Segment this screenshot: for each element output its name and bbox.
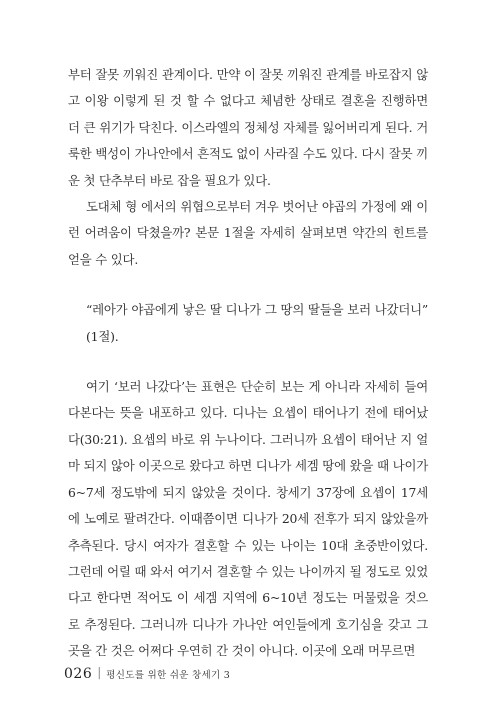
scripture-quote: “레아가 야곱에게 낳은 딸 디나가 그 땅의 딸들을 보러 나갔더니” (1절).	[86, 302, 428, 344]
paragraph-1: 부터 잘못 끼워진 관계이다. 만약 이 잘못 끼워진 관계를 바로잡지 않고 이왕 이렇게 된 것 할 수 없다고 체념한 상태로 결혼을 진행하면 더 큰 위기가 닥친다. 이스라엘의 정체성 자체를 잃어버리게 된다. 거룩한 백성이 가나안에서 흔적도 없이 사라질 수도 있다. 다시 잘못 끼운 첫 단추부터 바로 잡을 필요가 있다.	[68, 67, 428, 188]
page-footer	[64, 666, 230, 682]
footer-separator: |	[97, 665, 102, 679]
book-title: 평신도를 위한 쉬운 창세기 3	[106, 670, 231, 681]
page-number: 026	[64, 666, 93, 682]
paragraph-2: 도대체 형 에서의 위협으로부터 겨우 벗어난 야곱의 가정에 왜 이런 어려움이 닥쳤을까? 본문 1절을 자세히 살펴보면 약간의 힌트를 얻을 수 있다.	[68, 199, 428, 267]
paragraph-3: 여기 ‘보러 나갔다’는 표현은 단순히 보는 게 아니라 자세히 들여다본다는 뜻을 내포하고 있다. 디나는 요셉이 태어나기 전에 태어났다(30:21). 요셉의 바로 위 누나이다. 그러니까 요셉이 태어난 지 얼마 되지 않아 이곳으로 왔다고 하면 디나가 세겜 땅에 왔을 때 나이가 6~7세 정도밖에 되지 않았을 것이다. 창세기 37장에 요셉이 17세에 노예로 팔려간다. 이때쯤이면 디나가 20세 전후가 되지 않았을까 추측된다. 당시 여자가 결혼할 수 있는 나이는 10대 초중반이었다. 그런데 어릴 때 와서 여기서 결혼할 수 있는 나이까지 될 정도로 있었다고 한다면 적어도 이 세겜 지역에 6~10년 정도는 머물렀을 것으로 추정된다. 그러니까 디나가 가나안 여인들에게 호기심을 갖고 그곳을 간 것은 어쩌다 우연히 간 것이 아니다. 이곳에 오래 머무르면	[68, 379, 428, 659]
page-body	[68, 62, 428, 665]
